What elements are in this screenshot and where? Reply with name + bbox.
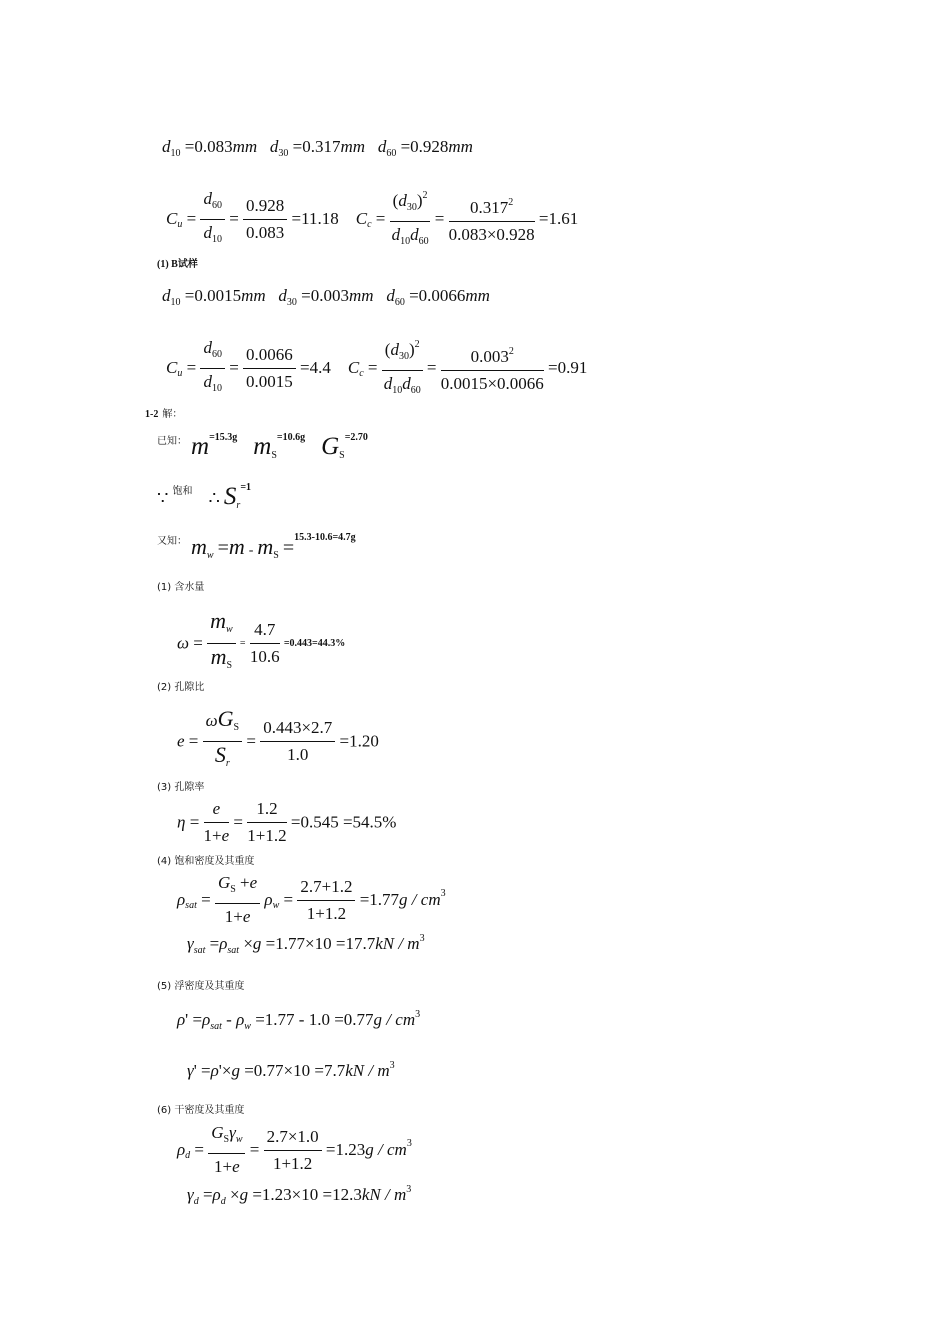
step-4-label: (4) 饱和密度及其重度 (157, 856, 255, 867)
step-2-equation: e = $\frac{\omega G_S}{S_r}$ = $\frac{0.443\times 2.7}{1.0}$ =1.20 (177, 706, 379, 769)
known-values: $^{已知:}$ $m^{=15.3g}$ $m_S^{=10.6g}$ $G_S^{=2.70}$ (157, 432, 368, 461)
step-4-density: $\rho_{sat}$ = $\frac{G_S +e}{1+e}$ $\rho_w$ = $\frac{2.7+1.2}{1+1.2}$ $=1.77g / cm^3$ (177, 870, 446, 930)
step-5-density: $\rho' =\rho_{sat} - \rho_w =1.77 - 1.0 =0.77g / cm^3$ (177, 1009, 421, 1032)
step-1-label: (1) 含水量 (157, 582, 205, 593)
step-2-label: (2) 孔隙比 (157, 682, 205, 693)
sample-b-coefficients: $C_u$ = $\frac{d_{60}}{d_{10}}$ = $\frac{0.0066}{0.0015}$ =4.4 $C_c$ = $\frac{(d_{30})^2}{d_{10}d_{60}}$ = $\frac{0.003^2}{0.0015\times 0.0066}$ =0.91 (166, 332, 587, 404)
step-5-unit-weight: $\gamma' =\rho'\times g =0.77\times 10 =7.7kN / m^3$ (187, 1060, 395, 1080)
sample-b-heading: (1) B试样 (157, 259, 198, 270)
step-1-equation: ω = $\frac{m_w}{m_S}$ = $\frac{4.7}{10.6}$ =0.443=44.3% (177, 608, 346, 671)
step-6-density: $\rho_d$ = $\frac{G_S\gamma_w}{1+e}$ = $\frac{2.7\times 1.0}{1+1.2}$ $=1.23g / cm^3$ (177, 1120, 412, 1180)
step-6-unit-weight: $\gamma_d =\rho_d \times g =1.23\times 10 =12.3kN / m^3$ (187, 1184, 412, 1207)
saturation-statement: ∵ $^{饱和}$ ∴ $S_r^{=1}$ (157, 482, 252, 511)
water-mass: $^{又知:}$ $m_w =m - m_S =^{15.3-10.6=4.7g}$ (157, 532, 356, 561)
step-3-equation: η = $\frac{e}{1+e}$ = $\frac{1.2}{1+1.2}$ =0.545 =54.5% (177, 796, 396, 849)
step-3-label: (3) 孔隙率 (157, 782, 205, 793)
sample-a-diameters: $d_{10} =0.083mm$ $d_{30} =0.317mm$ $d_{60} =0.928mm$ (162, 137, 473, 159)
sample-b-diameters: $d_{10} =0.0015mm$ $d_{30} =0.003mm$ $d_{60} =0.0066mm$ (162, 286, 490, 308)
step-4-unit-weight: $\gamma_{sat} =\rho_{sat} \times g =1.77\times 10 =17.7kN / m^3$ (187, 933, 425, 956)
step-5-label: (5) 浮密度及其重度 (157, 981, 245, 992)
problem-heading: 1-2 解： (145, 409, 183, 420)
sample-a-coefficients: $C_u$ = $\frac{d_{60}}{d_{10}}$ = $\frac{0.928}{0.083}$ =11.18 $C_c$ = $\frac{(d_{30})^2}{d_{10}d_{60}}$ = $\frac{0.317^2}{0.083\times 0.928}$ =1.61 (166, 183, 578, 255)
step-6-label: (6) 干密度及其重度 (157, 1105, 245, 1116)
